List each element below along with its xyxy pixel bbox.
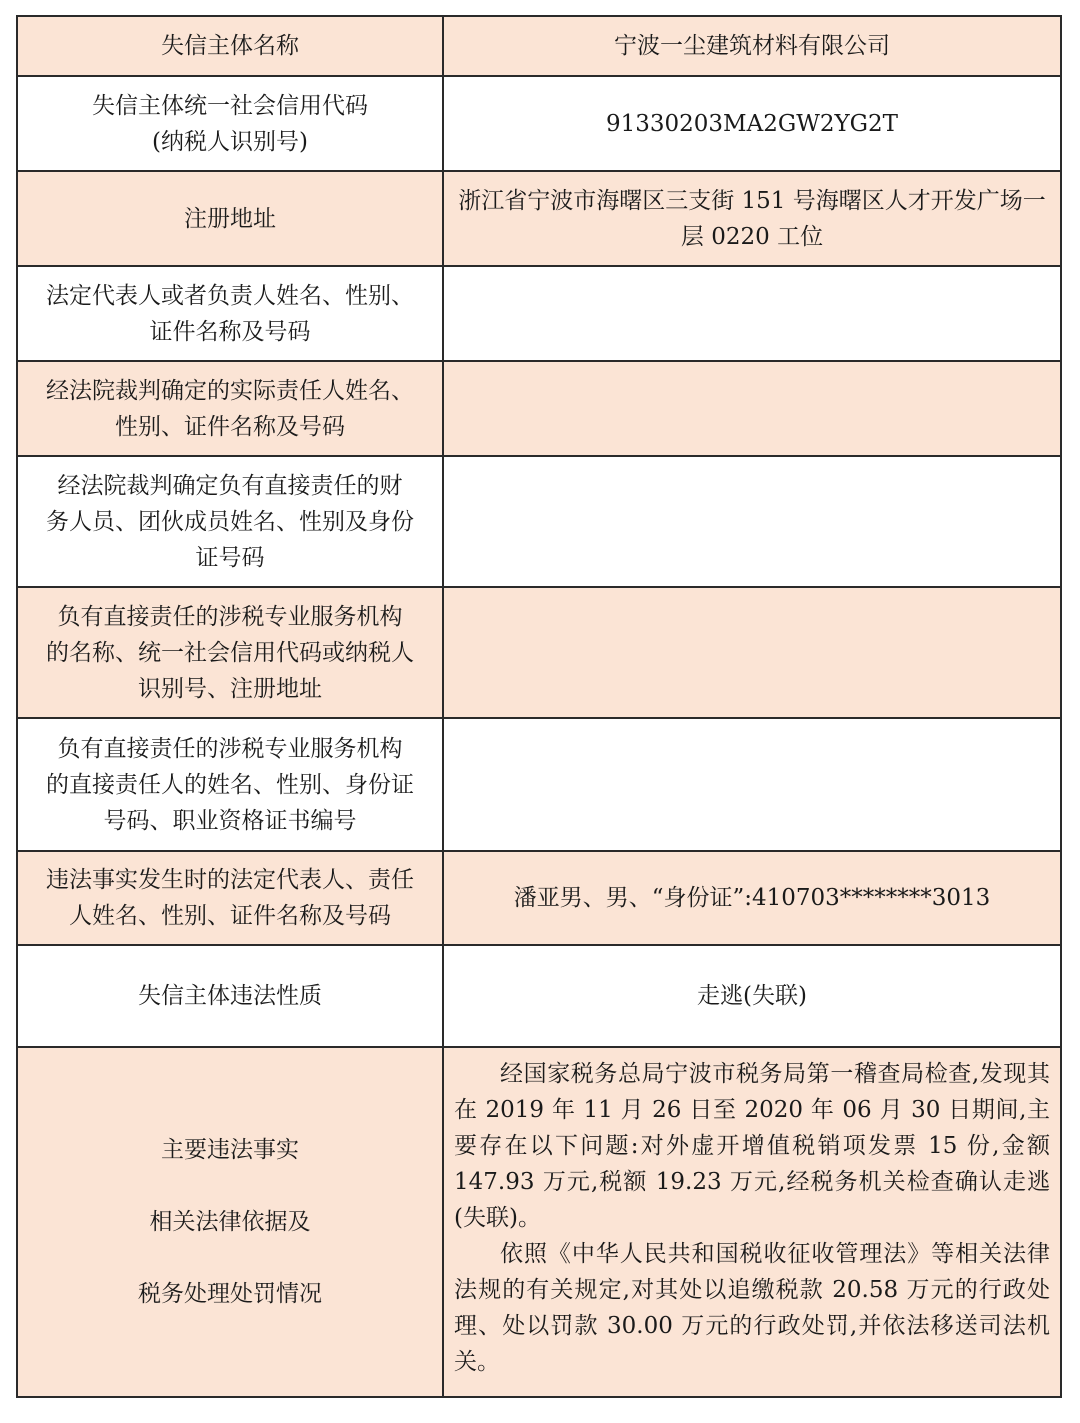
row-label: 经法院裁判确定的实际责任人姓名、 性别、证件名称及号码 <box>17 361 443 456</box>
table-row <box>17 16 1061 76</box>
table-row <box>17 361 1061 456</box>
table-row <box>17 171 1061 266</box>
row-label: 注册地址 <box>17 171 443 266</box>
row-value <box>443 587 1061 718</box>
table-row <box>17 1047 1061 1397</box>
row-label: 负有直接责任的涉税专业服务机构 的直接责任人的姓名、性别、身份证 号码、职业资格证书编号 <box>17 718 443 851</box>
facts-label: 主要违法事实 相关法律依据及 税务处理处罚情况 <box>17 1047 443 1397</box>
table-row <box>17 456 1061 587</box>
facts-text <box>443 1047 1061 1397</box>
row-label: 失信主体统一社会信用代码 (纳税人识别号) <box>17 76 443 171</box>
row-value <box>443 361 1061 456</box>
table-row <box>17 76 1061 171</box>
row-value <box>443 456 1061 587</box>
credit-info-table <box>16 15 1062 1398</box>
table-row <box>17 266 1061 361</box>
row-value: 91330203MA2GW2YG2T <box>443 76 1061 171</box>
row-value: 潘亚男、男、“身份证”:410703********3013 <box>443 851 1061 945</box>
row-label: 失信主体违法性质 <box>17 945 443 1047</box>
row-label: 违法事实发生时的法定代表人、责任 人姓名、性别、证件名称及号码 <box>17 851 443 945</box>
row-value: 浙江省宁波市海曙区三支街 151 号海曙区人才开发广场一层 0220 工位 <box>443 171 1061 266</box>
table-row <box>17 587 1061 718</box>
row-label: 经法院裁判确定负有直接责任的财 务人员、团伙成员姓名、性别及身份 证号码 <box>17 456 443 587</box>
row-label: 法定代表人或者负责人姓名、性别、 证件名称及号码 <box>17 266 443 361</box>
table-row <box>17 718 1061 851</box>
facts-paragraph: 经国家税务总局宁波市税务局第一稽查局检查,发现其在 2019 年 11 月 26 日至 2020 年 06 月 30 日期间,主要存在以下问题:对外虚开增值税销项发票 15 份,金额 147.93 万元,税额 19.23 万元,经税务机关检查确认走逃(失联)。 <box>454 1061 1050 1231</box>
row-value: 宁波一尘建筑材料有限公司 <box>443 16 1061 76</box>
row-value <box>443 718 1061 851</box>
row-label: 负有直接责任的涉税专业服务机构 的名称、统一社会信用代码或纳税人 识别号、注册地址 <box>17 587 443 718</box>
table-row <box>17 851 1061 945</box>
table-row <box>17 945 1061 1047</box>
facts-paragraph: 依照《中华人民共和国税收征收管理法》等相关法律法规的有关规定,对其处以追缴税款 20.58 万元的行政处理、处以罚款 30.00 万元的行政处罚,并依法移送司法机关。 <box>454 1241 1050 1375</box>
row-label: 失信主体名称 <box>17 16 443 76</box>
row-value <box>443 266 1061 361</box>
row-value: 走逃(失联) <box>443 945 1061 1047</box>
